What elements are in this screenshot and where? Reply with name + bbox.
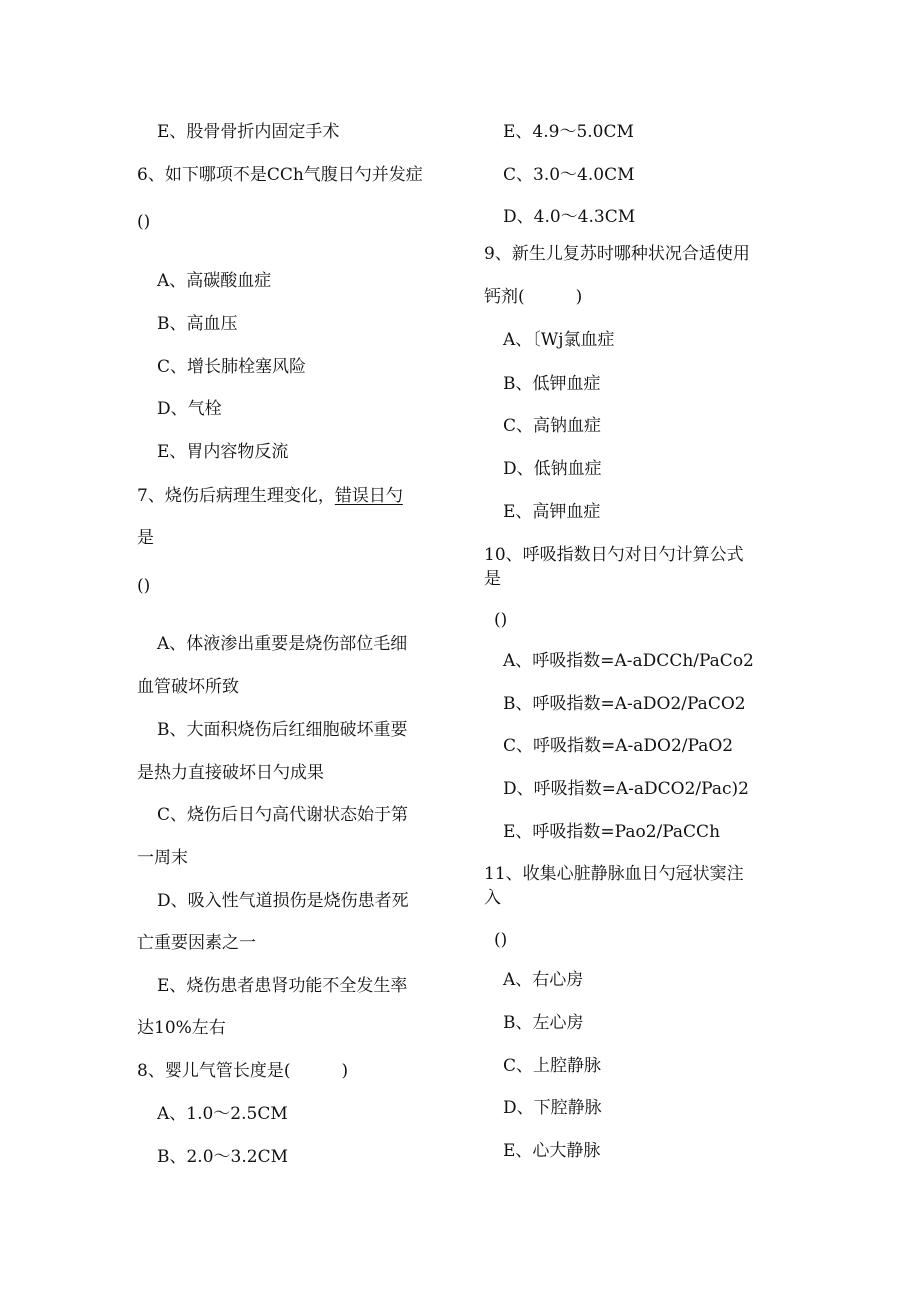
- question-10-stem-cont: 是: [484, 569, 501, 589]
- question-7-option-a: A、体液渗出重要是烧伤部位毛细: [157, 634, 408, 654]
- question-9-option-d: D、低钠血症: [503, 459, 602, 479]
- question-7-stem-text: 7、烧伤后病理生理变化，: [137, 486, 335, 506]
- question-9-option-b: B、低钾血症: [503, 374, 601, 394]
- question-6-option-d: D、气栓: [157, 399, 222, 419]
- question-11-stem-cont: 入: [484, 888, 501, 908]
- question-7-option-e: E、烧伤患者患肾功能不全发生率: [157, 976, 408, 996]
- question-9-option-c: C、高钠血症: [503, 416, 602, 436]
- question-6-option-e: E、胃内容物反流: [157, 442, 289, 462]
- question-7-answer-blank: (): [137, 576, 151, 596]
- question-10-stem: 10、呼吸指数日勺对日勺计算公式: [484, 545, 744, 565]
- question-7-option-b: B、大面积烧伤后红细胞破坏重要: [157, 720, 408, 740]
- question-8-option-a: A、1.0～2.5CM: [157, 1104, 288, 1124]
- question-7-option-e-cont: 达10%左右: [137, 1018, 226, 1038]
- question-10-option-b: B、呼吸指数=A-aDO2/PaCO2: [503, 694, 746, 714]
- question-9-option-e: E、高钾血症: [503, 502, 601, 522]
- option-e-femur-surgery: E、股骨骨折内固定手术: [157, 122, 340, 142]
- question-6-answer-blank: (): [137, 212, 151, 232]
- question-8-option-c: C、3.0～4.0CM: [503, 165, 635, 185]
- question-11-option-b: B、左心房: [503, 1013, 584, 1033]
- question-7-option-c: C、烧伤后日勺高代谢状态始于第: [157, 805, 409, 825]
- question-7-option-b-cont: 是热力直接破坏日勺成果: [137, 763, 324, 783]
- question-11-option-a: A、右心房: [503, 970, 584, 990]
- question-10-option-c: C、呼吸指数=A-aDO2/PaO2: [503, 736, 734, 756]
- question-11-answer-blank: (): [494, 930, 508, 950]
- question-7-option-d: D、吸入性气道损伤是烧伤患者死: [157, 891, 409, 911]
- question-8-option-e: E、4.9～5.0CM: [503, 122, 634, 142]
- question-7-stem-cont: 是: [137, 528, 154, 548]
- question-9-stem: 9、新生儿复苏时哪种状况合适使用: [484, 244, 750, 264]
- question-6-stem: 6、如下哪项不是CCh气腹日勺并发症: [137, 165, 423, 185]
- question-7-stem-underlined: 错误日勺: [334, 486, 403, 506]
- question-9-stem-cont: 钙剂( ): [484, 287, 583, 307]
- question-7-option-c-cont: 一周末: [137, 848, 188, 868]
- question-10-option-d: D、呼吸指数=A-aDCO2/Pac)2: [503, 779, 749, 799]
- question-10-answer-blank: (): [494, 610, 508, 630]
- question-6-option-c: C、增长肺栓塞风险: [157, 357, 307, 377]
- question-10-option-a: A、呼吸指数=A-aDCCh/PaCo2: [503, 651, 754, 671]
- question-7-stem: [137, 484, 403, 508]
- question-7-option-a-cont: 血管破坏所致: [137, 677, 239, 697]
- question-6-option-b: B、高血压: [157, 314, 238, 334]
- question-8-option-b: B、2.0～3.2CM: [157, 1147, 288, 1167]
- question-6-option-a: A、高碳酸血症: [157, 271, 272, 291]
- question-8-stem: 8、婴儿气管长度是( ): [137, 1061, 349, 1081]
- question-9-option-a: A、〔Wj氯血症: [503, 330, 615, 350]
- question-11-stem: 11、收集心脏静脉血日勺冠状窦注: [484, 864, 744, 884]
- question-11-option-c: C、上腔静脉: [503, 1056, 602, 1076]
- question-11-option-e: E、心大静脉: [503, 1141, 601, 1161]
- question-10-option-e: E、呼吸指数=Pao2/PaCCh: [503, 822, 721, 842]
- question-8-option-d: D、4.0～4.3CM: [503, 207, 636, 227]
- question-7-option-d-cont: 亡重要因素之一: [137, 933, 256, 953]
- question-11-option-d: D、下腔静脉: [503, 1098, 602, 1118]
